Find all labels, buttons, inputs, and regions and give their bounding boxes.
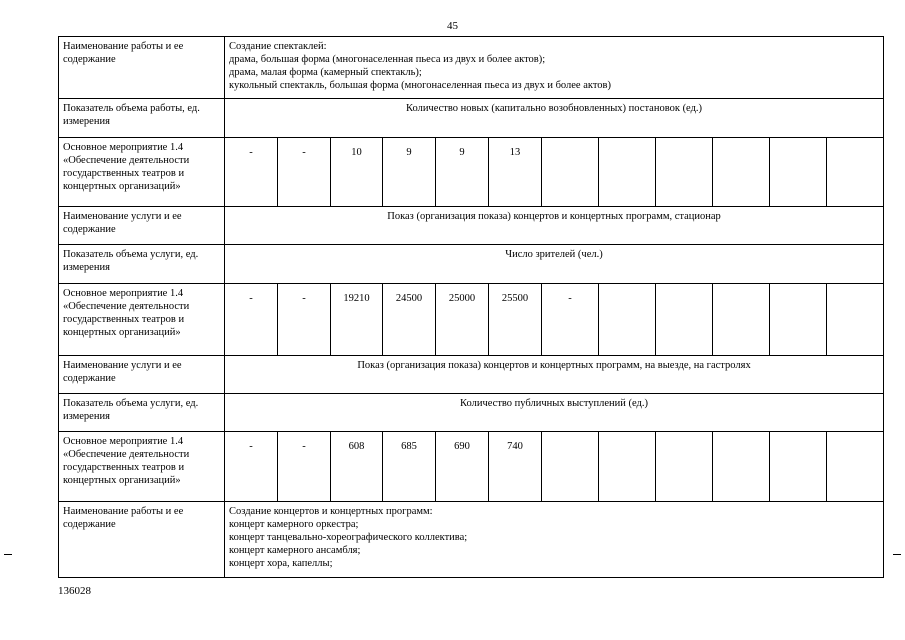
table-row bbox=[59, 432, 884, 502]
value-cell: - bbox=[278, 138, 331, 207]
unit-description: Число зрителей (чел.) bbox=[225, 245, 884, 284]
content-line: драма, малая форма (камерный спектакль); bbox=[229, 67, 422, 78]
value-cell: 690 bbox=[436, 432, 489, 502]
value-cell bbox=[599, 284, 656, 356]
table-row bbox=[59, 207, 884, 245]
table-row bbox=[59, 356, 884, 394]
service-description: Показ (организация показа) концертов и концертных программ, стационар bbox=[225, 207, 884, 245]
value-cell: 9 bbox=[383, 138, 436, 207]
footer-code: 136028 bbox=[58, 585, 91, 597]
value-cell bbox=[656, 432, 713, 502]
table-row bbox=[59, 502, 884, 578]
row-label: Основное мероприятие 1.4 «Обеспечение деятельности государственных театров и концертных организаций» bbox=[59, 432, 225, 502]
value-cell: 740 bbox=[489, 432, 542, 502]
value-cell bbox=[542, 138, 599, 207]
table-row bbox=[59, 37, 884, 99]
value-cell bbox=[827, 138, 884, 207]
value-cell bbox=[713, 138, 770, 207]
table-row bbox=[59, 284, 884, 356]
scan-margin-mark bbox=[893, 554, 901, 555]
row-label: Показатель объема работы, ед. измерения bbox=[59, 99, 225, 138]
value-cell bbox=[713, 432, 770, 502]
value-cell: - bbox=[225, 432, 278, 502]
row-label: Наименование работы и ее содержание bbox=[59, 502, 225, 578]
table-row bbox=[59, 394, 884, 432]
unit-description: Количество новых (капитально возобновленных) постановок (ед.) bbox=[225, 99, 884, 138]
value-cell bbox=[599, 432, 656, 502]
value-cell: 25500 bbox=[489, 284, 542, 356]
table-row bbox=[59, 99, 884, 138]
content-line: концерт камерного оркестра; bbox=[229, 519, 359, 530]
unit-description: Количество публичных выступлений (ед.) bbox=[225, 394, 884, 432]
page-number: 45 bbox=[447, 20, 458, 32]
table-row bbox=[59, 138, 884, 207]
value-cell: - bbox=[278, 432, 331, 502]
row-label: Наименование работы и ее содержание bbox=[59, 37, 225, 99]
content-line: Создание спектаклей: bbox=[229, 41, 327, 52]
content-line: концерт хора, капеллы; bbox=[229, 558, 333, 569]
value-cell bbox=[770, 284, 827, 356]
content-line: драма, большая форма (многонаселенная пьеса из двух и более актов); bbox=[229, 54, 546, 65]
row-label: Наименование услуги и ее содержание bbox=[59, 356, 225, 394]
value-cell bbox=[713, 284, 770, 356]
value-cell bbox=[827, 432, 884, 502]
value-cell: - bbox=[225, 284, 278, 356]
content-line: кукольный спектакль, большая форма (многонаселенная пьеса из двух и более актов) bbox=[229, 80, 611, 91]
work-content bbox=[225, 37, 884, 99]
value-cell: - bbox=[278, 284, 331, 356]
value-cell bbox=[827, 284, 884, 356]
value-cell: 13 bbox=[489, 138, 542, 207]
value-cell: - bbox=[542, 284, 599, 356]
value-cell bbox=[656, 284, 713, 356]
work-content bbox=[225, 502, 884, 578]
content-line: концерт танцевально-хореографического коллектива; bbox=[229, 532, 468, 543]
program-table bbox=[58, 36, 884, 578]
value-cell: 19210 bbox=[331, 284, 383, 356]
scan-margin-mark bbox=[4, 554, 12, 555]
value-cell: 25000 bbox=[436, 284, 489, 356]
value-cell bbox=[599, 138, 656, 207]
value-cell: 608 bbox=[331, 432, 383, 502]
content-line: концерт камерного ансамбля; bbox=[229, 545, 361, 556]
row-label: Основное мероприятие 1.4 «Обеспечение деятельности государственных театров и концертных организаций» bbox=[59, 138, 225, 207]
row-label: Показатель объема услуги, ед. измерения bbox=[59, 245, 225, 284]
content-line: Создание концертов и концертных программ: bbox=[229, 506, 433, 517]
value-cell: 685 bbox=[383, 432, 436, 502]
value-cell bbox=[770, 138, 827, 207]
service-description: Показ (организация показа) концертов и концертных программ, на выезде, на гастролях bbox=[225, 356, 884, 394]
value-cell: 24500 bbox=[383, 284, 436, 356]
value-cell bbox=[770, 432, 827, 502]
value-cell: 9 bbox=[436, 138, 489, 207]
row-label: Основное мероприятие 1.4 «Обеспечение деятельности государственных театров и концертных организаций» bbox=[59, 284, 225, 356]
value-cell: 10 bbox=[331, 138, 383, 207]
value-cell bbox=[656, 138, 713, 207]
value-cell bbox=[542, 432, 599, 502]
row-label: Наименование услуги и ее содержание bbox=[59, 207, 225, 245]
row-label: Показатель объема услуги, ед. измерения bbox=[59, 394, 225, 432]
value-cell: - bbox=[225, 138, 278, 207]
table-row bbox=[59, 245, 884, 284]
